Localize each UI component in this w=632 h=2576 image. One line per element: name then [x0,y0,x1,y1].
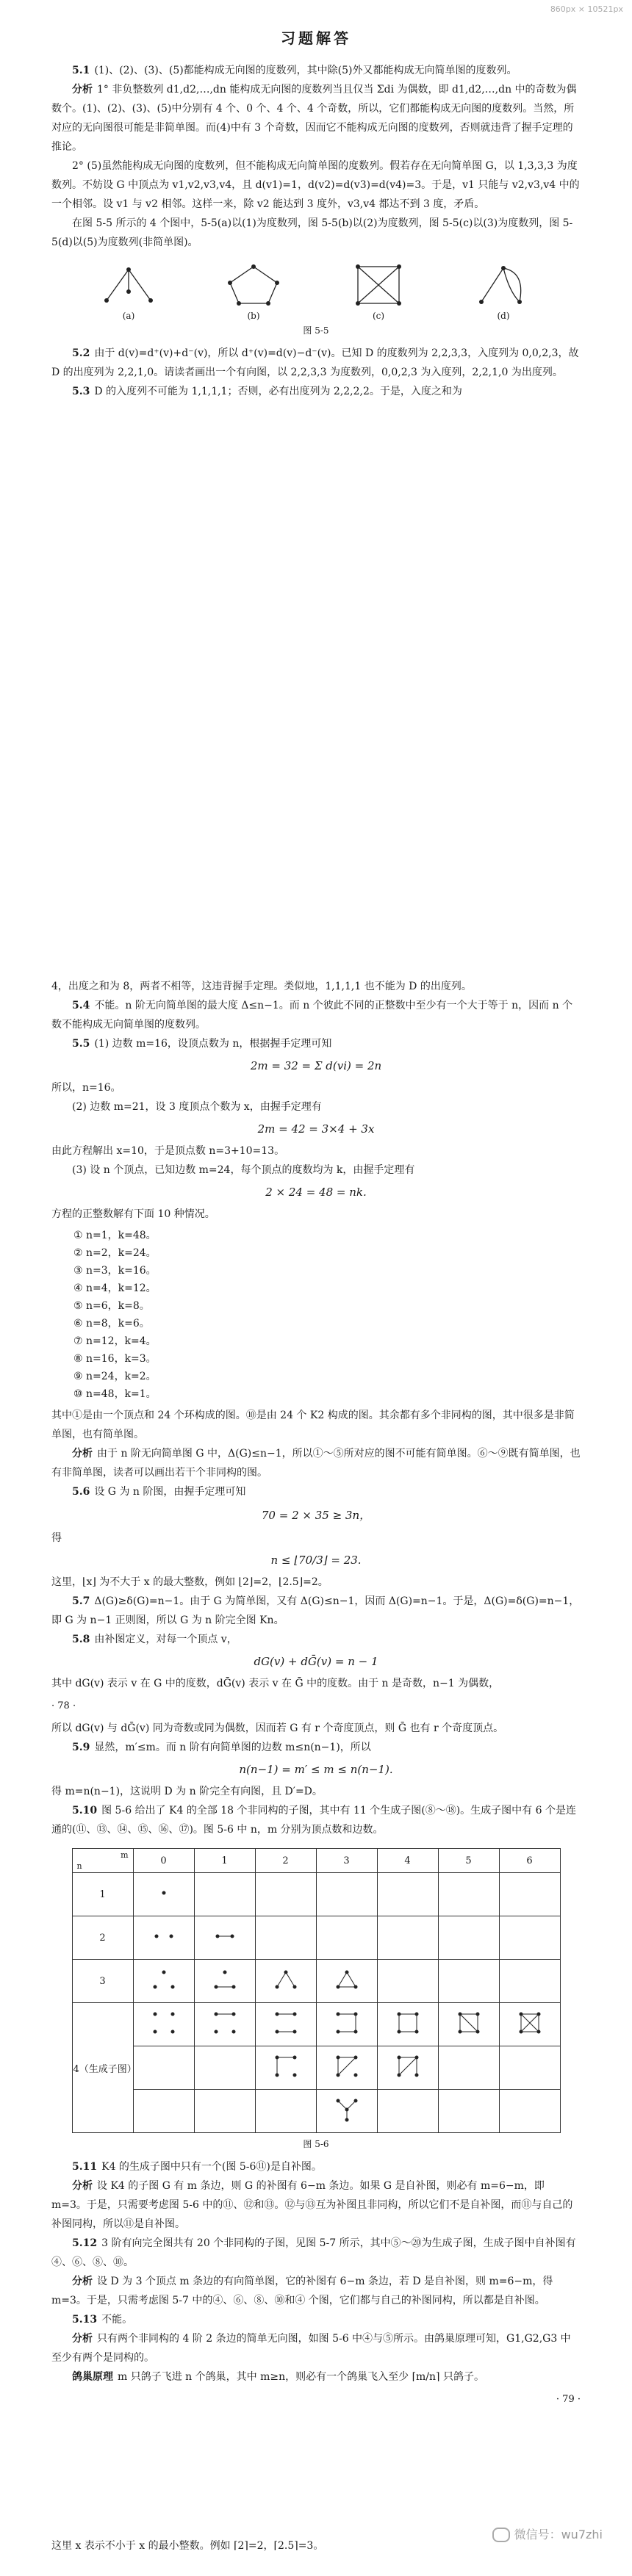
answer-text: 其中①是由一个顶点和 24 个环构成的图。⑩是由 24 个 K2 构成的图。其余都有多个非同构的图，其中很多是非简单图，也有简单图。 [51,1410,575,1440]
list-item: ④ n=4，k=12。 [73,1282,157,1294]
analysis-label: 分析 [72,2333,93,2345]
table-header: 1 [194,1849,255,1873]
formula: 2 × 24 = 48 = nk. [265,1186,367,1199]
table-cell [194,2090,255,2133]
problem-number: 5.9 [72,1742,90,1753]
analysis-text: 设 K4 的子图 G 有 m 条边，则 G 的补图有 6−m 条边。如果 G 是自补图，则必有 m=6−m，即 m=3。于是，只需要考虑图 5-6 中的⑪、⑫和⑬。⑫与⑬互为补图且非同构，所以它们不是自补图，而⑪与自己的补图同构，所以⑪是自补图。 [51,2180,573,2230]
table-corner [72,1849,133,1873]
footnote: 这里 x 表示不小于 x 的最小整数。例如 ⌈2⌉=2，⌈2.5⌉=3。 [51,2540,324,2552]
subgraph-drawing [332,1966,362,1993]
figure-caption: 图 5-6 [303,2139,329,2149]
answer-text: (3) 设 n 个顶点，已知边数 m=24，每个顶点的度数均为 k，由握手定理有 [72,1164,415,1176]
subgraph-drawing [517,2010,543,2036]
graph-a-drawing [99,262,158,308]
subgraph-drawing [334,2096,360,2123]
problem-number: 5.12 [72,2237,98,2249]
table-cell [316,2090,377,2133]
subgraph-drawing [157,1886,171,1900]
analysis-text: 只有两个非同构的 4 阶 2 条边的简单无向图，如图 5-6 中④与⑤所示。由鸽巢原理可知，G1,G2,G3 中至少有两个是同构的。 [51,2333,571,2364]
table-cell [255,2046,316,2090]
figure-label-a: (a) [122,311,135,321]
problem-number: 5.8 [72,1634,90,1645]
answer-5-8-continued: 所以 dG(v) 与 dḠ(v) 同为奇数或同为偶数，因而若 G 有 r 个奇度顶点，则 Ḡ 也有 r 个奇度顶点。 [51,1722,504,1734]
table-cell [255,1916,316,1960]
subgraph-drawing [456,2010,482,2036]
table-row [72,2046,560,2090]
figure-5-5a [99,262,158,321]
answer-text: (1) 边数 m=16，设顶点数为 n，根据握手定理可知 [94,1038,332,1050]
table-cell [438,2003,499,2046]
subgraph-drawing [149,1929,179,1944]
table-cell [255,2090,316,2133]
list-item: ⑦ n=12，k=4。 [73,1335,157,1347]
answer-text: Δ(G)≥δ(G)=n−1。由于 G 为简单图，又有 Δ(G)≤n−1，因而 Δ(G)=n−1。于是，Δ(G)=δ(G)=n−1，即 G 为 n−1 正则图，所以 G 为 n 阶完全图 Kn。 [51,1595,580,1626]
subgraph-drawing [212,2010,238,2036]
formula: 70 = 2 × 35 ≥ 3n， [261,1509,371,1522]
analysis-5-1-part3: 在图 5-5 所示的 4 个图中，5-5(a)以(1)为度数列，图 5-5(b)以(2)为度数列，图 5-5(c)以(3)为度数列，图 5-5(d)以(5)为度数列(非简单图)。 [51,217,573,248]
answer-text: D 的入度列不可能为 1,1,1,1；否则，必有出度列为 2,2,2,2。于是，入度之和为 [94,386,462,397]
row-header: 3 [72,1960,133,2003]
table-row [72,2003,560,2046]
subgraph-drawing [151,2010,177,2036]
row-header: 1 [72,1873,133,1916]
problem-number: 5.1 [72,65,90,76]
subgraph-drawing [395,2053,421,2079]
table-cell [438,2046,499,2090]
table-header: 5 [438,1849,499,1873]
page-79-continued [0,2328,632,2576]
answer-5-7 [51,1592,581,1630]
answer-text: (1)、(2)、(3)、(5)都能构成无向图的度数列，其中除(5)外又都能构成无向简单图的度数列。 [94,65,517,76]
answer-5-3-continued: 4，出度之和为 8，两者不相等，这违背握手定理。类似地，1,1,1,1 也不能为 D 的出度列。 [51,981,472,992]
answer-text: K4 的生成子图中只有一个(图 5-6⑪)是自补图。 [101,2161,322,2173]
table-cell [194,2046,255,2090]
principle-label: 鸽巢原理 [72,2371,113,2383]
table-cell [133,2046,194,2090]
analysis-text: 1° 非负整数列 d1,d2,…,dn 能构成无向图的度数列当且仅当 Σdi 为偶数，即 d1,d2,…,dn 中的奇数为偶数个。(1)、(2)、(3)、(5)中分别有 4 个、0 个、4 个、4 个奇数，所以，它们都能构成无向图的度数列。当然，所对应的无向图很可能是非简单图。而(4)中有 3 个奇数，因而它不能构成无向图的度数列，否则就违背了握手定理的推论。 [51,84,577,153]
answer-5-10 [51,1801,581,1839]
subgraph-drawing [210,1966,240,1993]
answer-5-9 [51,1738,581,1757]
subgraph-table [72,1848,561,2133]
page-78-continued [0,977,632,2405]
table-cell [194,1960,255,2003]
figure-label-b: (b) [247,311,260,321]
table-header-row [72,1849,560,1873]
answer-text: 由于 d(v)=d⁺(v)+d⁻(v)，所以 d⁺(v)=d(v)−d⁻(v)。已知 D 的度数列为 2,2,3,3，入度列为 0,0,2,3，故 D 的出度列为 2,2,1,0。请读者画出一个有向图，以 2,2,3,3 为度数列，0,0,2,3 为入度列，2,2,1,0 为出度列。 [51,347,579,378]
figure-label-c: (c) [372,311,385,321]
list-item: ⑤ n=6，k=8。 [73,1300,150,1312]
table-cell [499,1873,560,1916]
subgraph-drawing [273,2010,299,2036]
table-cell [377,1960,438,2003]
formula: 2m = 42 = 3×4 + 3x [257,1122,375,1136]
answer-text: 图 5-6 给出了 K4 的全部 18 个非同构的子图，其中有 11 个生成子图(⑧～⑱)。生成子图中有 6 个是连通的(⑪、⑬、⑭、⑮、⑯、⑰)。图 5-6 中 n，m 分别为顶点数和边数。 [51,1805,576,1836]
answer-text: 方程的正整数解有下面 10 种情况。 [51,1208,215,1220]
page-gap [0,764,632,977]
corner-label: m [121,1850,129,1860]
subgraph-drawing [334,2010,360,2036]
answer-5-6 [51,1482,581,1501]
analysis-label: 分析 [72,2276,93,2287]
analysis-label: 分析 [72,2180,93,2192]
list-item: ② n=2，k=24。 [73,1247,157,1259]
table-cell [255,2003,316,2046]
table-header: 0 [133,1849,194,1873]
analysis-text: 由于 n 阶无向简单图 G 中，Δ(G)≤n−1，所以①～⑤所对应的图不可能有简单图。⑥～⑨既有简单图，也有非简单图，读者可以画出若干个非同构的图。 [51,1448,581,1479]
answer-text: 其中 dG(v) 表示 v 在 G 中的度数，dḠ(v) 表示 v 在 Ḡ 中的度数。由于 n 是奇数，n−1 为偶数， [51,1678,500,1689]
answer-text: 由补图定义，对每一个顶点 v， [94,1634,237,1645]
answer-text: 设 G 为 n 阶图，由握手定理可知 [94,1486,246,1498]
table-cell [133,1916,194,1960]
problem-number: 5.11 [72,2161,98,2173]
table-cell [377,2046,438,2090]
analysis-label: 分析 [72,84,93,95]
table-cell [499,1960,560,2003]
answer-5-3 [51,382,581,401]
table-cell [316,1960,377,2003]
table-cell [316,2046,377,2090]
answer-text: 这里，⌊x⌋ 为不大于 x 的最大整数，例如 ⌊2⌋=2，⌊2.5⌋=2。 [51,1576,328,1588]
row-header: 4（生成子图） [72,2003,133,2133]
answer-text: 不能。n 阶无向简单图的最大度 Δ≤n−1。而 n 个彼此不同的正整数中至少有一个大于等于 n，因而 n 个数不能构成无向简单图的度数列。 [51,1000,573,1031]
formula: 2m = 32 = Σ d(vi) = 2n [250,1059,382,1072]
figure-5-5c [349,262,408,321]
table-cell [377,2090,438,2133]
table-header: 3 [316,1849,377,1873]
table-cell [316,1916,377,1960]
analysis-5-12 [51,2272,581,2310]
page-number: · 79 · [556,2394,581,2405]
graph-c-drawing [349,262,408,308]
table-cell [499,2090,560,2133]
solution-cases [73,1227,581,1403]
answer-5-8 [51,1630,581,1649]
table-cell [194,1873,255,1916]
page-number: · 78 · [51,1700,76,1711]
list-item: ③ n=3，k=16。 [73,1265,157,1277]
list-item: ⑩ n=48，k=1。 [73,1388,157,1400]
table-row [72,1916,560,1960]
answer-5-11 [51,2157,581,2176]
table-cell [194,1916,255,1960]
table-row [72,1873,560,1916]
table-cell [133,2090,194,2133]
problem-number: 5.5 [72,1038,90,1050]
wechat-icon [492,2528,510,2542]
subgraph-drawing [273,2053,299,2079]
answer-text: 所以，n=16。 [51,1082,121,1094]
problem-number: 5.4 [72,1000,90,1011]
subgraph-drawing [334,2053,360,2079]
table-cell [194,2003,255,2046]
table-cell [133,2003,194,2046]
answer-5-13 [51,2310,581,2329]
analysis-5-1 [51,80,581,156]
answer-5-1 [51,61,581,80]
answer-5-5 [51,1034,581,1053]
size-badge: 860px × 10521px [550,4,623,14]
problem-number: 5.3 [72,386,90,397]
table-cell [133,1873,194,1916]
problem-number: 5.2 [72,347,90,359]
subgraph-drawing [210,1929,240,1944]
answer-5-2 [51,344,581,382]
table-cell [255,1873,316,1916]
problem-number: 5.7 [72,1595,90,1607]
table-cell [316,2003,377,2046]
list-item: ⑥ n=8，k=6。 [73,1318,150,1330]
figure-5-5 [66,262,566,321]
answer-5-4 [51,996,581,1034]
answer-5-12 [51,2234,581,2272]
answer-text: 由此方程解出 x=10，于是顶点数 n=3+10=13。 [51,1145,285,1157]
table-cell [438,1873,499,1916]
analysis-label: 分析 [72,1448,93,1460]
page-78 [0,0,632,764]
table-header: 2 [255,1849,316,1873]
corner-label: n [76,1861,82,1871]
table-cell [438,2090,499,2133]
answer-text: 3 阶有向完全图共有 20 个非同构的子图，见图 5-7 所示，其中⑤～⑳为生成子图，生成子图中自补图有④、⑥、⑧、⑩。 [51,2237,576,2268]
table-cell [316,1873,377,1916]
table-cell [377,2003,438,2046]
graph-d-drawing [474,262,533,308]
list-item: ⑧ n=16，k=3。 [73,1353,157,1365]
figure-caption: 图 5-5 [303,325,329,336]
watermark [492,2525,603,2543]
table-row [72,1960,560,2003]
table-cell [499,1916,560,1960]
problem-number: 5.6 [72,1486,90,1498]
table-cell [377,1916,438,1960]
analysis-5-5 [51,1444,581,1482]
table-cell [438,1916,499,1960]
answer-text: 得 [51,1532,62,1544]
subgraph-drawing [271,1966,301,1993]
answer-text: 得 m=n(n−1)，这说明 D 为 n 阶完全有向图，且 D′=D。 [51,1786,323,1797]
table-header: 4 [377,1849,438,1873]
row-header: 2 [72,1916,133,1960]
figure-5-5b [224,262,283,321]
figure-label-d: (d) [497,311,510,321]
subgraph-drawing [149,1966,179,1993]
table-cell [499,2046,560,2090]
watermark-text: 微信号：wu7zhi [514,2527,603,2541]
table-cell [133,1960,194,2003]
list-item: ① n=1，k=48。 [73,1230,157,1241]
table-cell [499,2003,560,2046]
answer-text: 不能。 [101,2314,133,2326]
graph-b-drawing [224,262,283,308]
analysis-5-1-part2: 2° (5)虽然能构成无向图的度数列，但不能构成无向简单图的度数列。假若存在无向简单图 G，以 1,3,3,3 为度数列。不妨设 G 中顶点为 v1,v2,v3,v4，且 d(v1)=1，d(v2)=d(v3)=d(v4)=3。于是，v1 只能与 v2,v3,v4 中的一个相邻。设 v1 与 v2 相邻。这样一来，除 v2 能达到 3 度外，v3,v4 都达不到 3 度，矛盾。 [51,160,580,210]
formula: n(n−1) = m′ ≤ m ≤ n(n−1). [239,1763,393,1776]
principle-text: m 只鸽子飞进 n 个鸽巢，其中 m≥n，则必有一个鸽巢飞入至少 ⌈m/n⌉ 只鸽子。 [118,2371,484,2383]
list-item: ⑨ n=24，k=2。 [73,1371,157,1382]
problem-number: 5.10 [72,1805,98,1816]
table-header: 6 [499,1849,560,1873]
formula: dG(v) + dḠ(v) = n − 1 [254,1655,378,1668]
analysis-text: 设 D 为 3 个顶点 m 条边的有向简单图，它的补图有 6−m 条边，若 D 是自补图，则 m=6−m，得 m=3。于是，只需考虑图 5-7 中的④、⑥、⑧、⑩和④ 个图，它们都与自己的补图同构，所以都是自补图。 [51,2276,553,2306]
table-cell [255,1960,316,2003]
table-cell [377,1873,438,1916]
analysis-5-11 [51,2176,581,2234]
figure-5-5d [474,262,533,321]
page-title: 习题解答 [281,29,351,47]
table-cell [438,1960,499,2003]
problem-number: 5.13 [72,2314,98,2326]
formula: n ≤ ⌊70/3⌋ = 23. [270,1554,362,1567]
answer-text: 显然，m′≤m。而 n 阶有向简单图的边数 m≤n(n−1)，所以 [94,1742,371,1753]
subgraph-drawing [395,2010,421,2036]
answer-text: (2) 边数 m=21，设 3 度顶点个数为 x，由握手定理有 [72,1101,322,1113]
table-row [72,2090,560,2133]
